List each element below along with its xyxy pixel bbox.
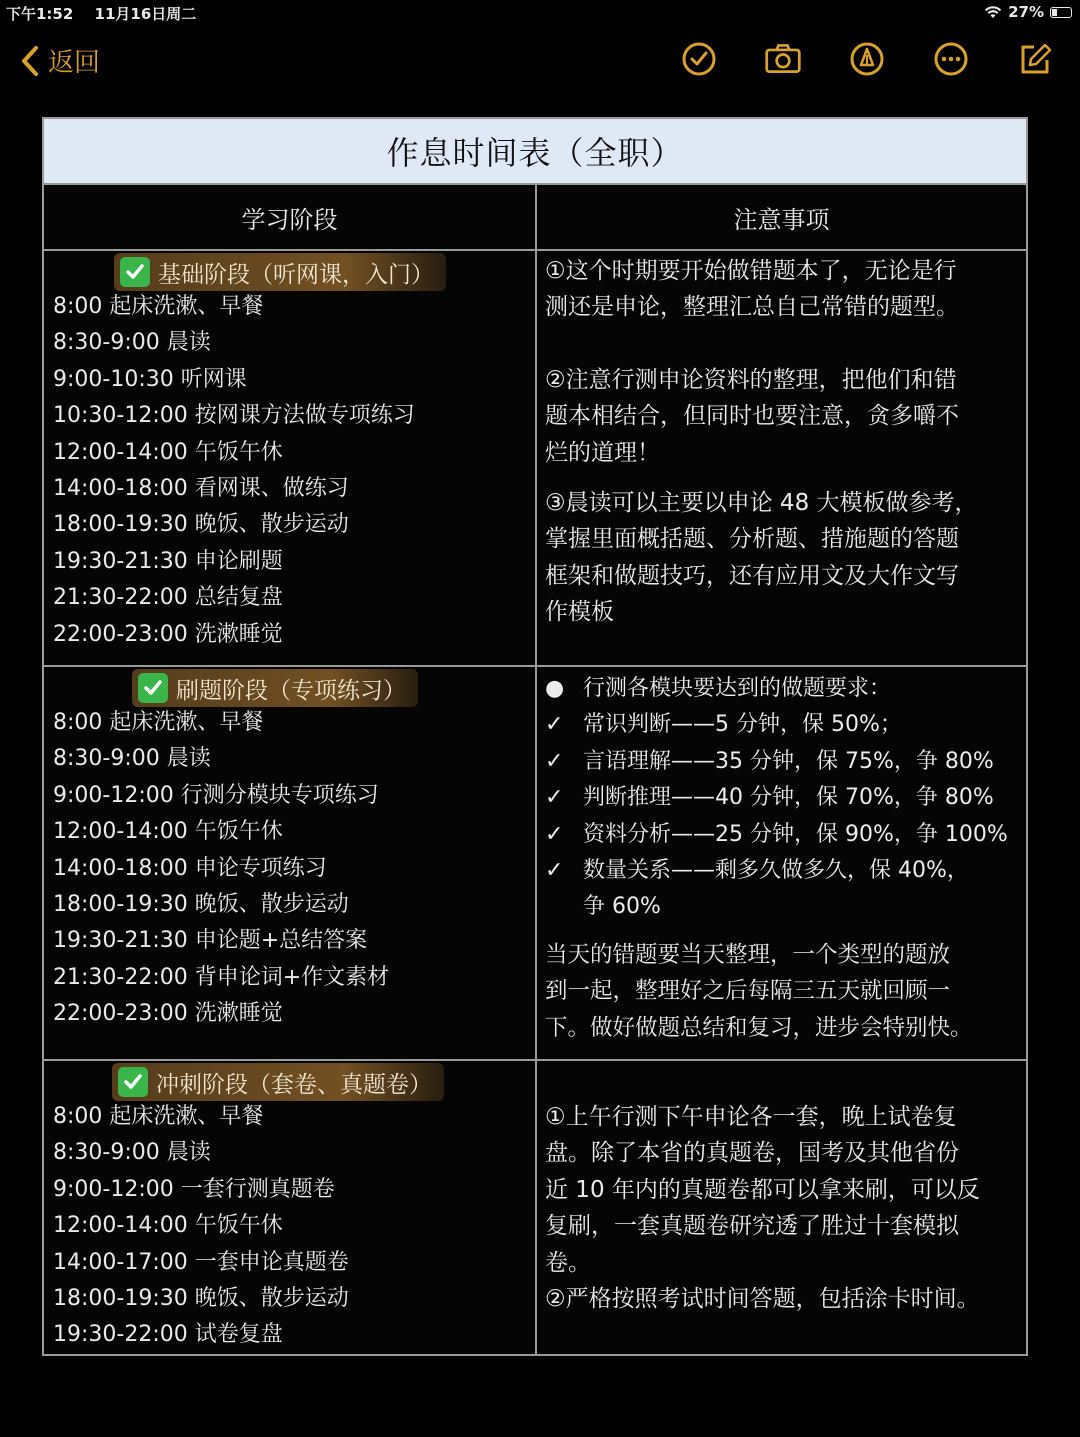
- note-line: ①上午行测下午申论各一套，晚上试卷复: [545, 1104, 957, 1130]
- status-date: 11月16日周二: [94, 5, 197, 23]
- schedule-item: 9:00-10:30 听网课: [53, 366, 247, 392]
- schedule-item: 18:00-19:30 晚饭、散步运动: [53, 892, 349, 918]
- schedule-item: 8:00 起床洗漱、早餐: [53, 1104, 264, 1129]
- stage1-notes-cell: [537, 251, 1026, 665]
- schedule-item: 14:00-17:00 一套申论真题卷: [53, 1249, 349, 1275]
- header-study-stage: 学习阶段: [44, 185, 537, 249]
- requirement-text: 常识判断——5 分钟，保 50%；: [583, 712, 902, 738]
- table-title: 作息时间表（全职）: [44, 119, 1026, 185]
- stage1-badge: [114, 253, 446, 291]
- check-icon: [138, 673, 168, 703]
- stage1-badge-label: 基础阶段（听网课，入门）: [158, 261, 434, 288]
- schedule-item: 8:00 起床洗漱、早餐: [53, 710, 264, 735]
- note-line: ③晨读可以主要以申论 48 大模板做参考，: [545, 490, 978, 517]
- schedule-item: 22:00-23:00 洗漱睡觉: [53, 621, 283, 647]
- stage1-schedule-list: [53, 289, 415, 653]
- note-line: 掌握里面概括题、分析题、措施题的答题: [545, 526, 959, 553]
- schedule-item: 8:30-9:00 晨读: [53, 1140, 211, 1166]
- schedule-item: 9:00-12:00 一套行测真题卷: [53, 1176, 335, 1202]
- check-icon: [120, 257, 150, 287]
- wifi-icon: [984, 5, 1002, 19]
- requirement-text: 判断推理——40 分钟，保 70%，争 80%: [583, 785, 994, 811]
- note-paragraph: [545, 253, 1018, 326]
- schedule-item: 8:30-9:00 晨读: [53, 746, 211, 772]
- checkmark-icon: ✓: [545, 712, 564, 738]
- note-line: ②严格按照考试时间答题，包括涂卡时间。: [545, 1286, 980, 1313]
- schedule-item: 10:30-12:00 按网课方法做专项练习: [53, 403, 415, 429]
- navigation-bar: [0, 30, 1080, 92]
- chevron-left-icon: [20, 45, 40, 77]
- stage3-badge-label: 冲刺阶段（套卷、真题卷）: [156, 1071, 432, 1098]
- schedule-item: 8:00 起床洗漱、早餐: [53, 294, 264, 319]
- list-item: [545, 707, 1008, 743]
- stage2-badge: [132, 669, 418, 707]
- note-line: 盘。除了本省的真题卷，国考及其他省份: [545, 1140, 959, 1167]
- status-time: 下午1:52: [6, 5, 74, 23]
- checkmark-icon: ✓: [545, 821, 564, 847]
- schedule-item: 19:30-22:00 试卷复盘: [53, 1322, 283, 1348]
- checkmark-icon: ✓: [545, 858, 564, 884]
- schedule-item: 18:00-19:30 晚饭、散步运动: [53, 1286, 349, 1312]
- table-row-stage3: [44, 1061, 1026, 1354]
- stage2-schedule-list: [53, 705, 389, 1033]
- requirements-heading: [545, 671, 1008, 707]
- note-line: 下。做好做题总结和复习，进步会特别快。: [545, 1014, 973, 1041]
- requirement-continuation: 争 60%: [583, 894, 661, 920]
- pen-icon[interactable]: [848, 40, 886, 78]
- back-label: 返回: [48, 48, 101, 78]
- list-item: [545, 744, 1008, 780]
- note-line: 框架和做题技巧，还有应用文及大作文写: [545, 562, 959, 589]
- checkmark-icon: ✓: [545, 748, 564, 774]
- toolbar: [680, 40, 1054, 78]
- table-header-row: [44, 185, 1026, 251]
- status-bar: [0, 0, 1080, 24]
- list-item: [545, 853, 1008, 889]
- stage3-badge: [112, 1063, 444, 1101]
- stage3-notes: [545, 1099, 1018, 1317]
- schedule-item: 14:00-18:00 申论专项练习: [53, 855, 327, 881]
- schedule-item: 19:30-21:30 申论题+总结答案: [53, 928, 368, 954]
- schedule-item: 8:30-9:00 晨读: [53, 330, 211, 356]
- back-button[interactable]: [20, 42, 100, 79]
- schedule-item: 12:00-14:00 午饭午休: [53, 439, 283, 465]
- stage2-notes-cell: [537, 667, 1026, 1059]
- stage3-schedule-list: [53, 1099, 349, 1354]
- stage2-badge-label: 刷题阶段（专项练习）: [176, 677, 406, 704]
- requirement-text: 资料分析——25 分钟，保 90%，争 100%: [583, 821, 1008, 847]
- list-item: [545, 817, 1008, 853]
- note-line: 测还是申论，整理汇总自己常错的题型。: [545, 294, 959, 321]
- schedule-item: 19:30-21:30 申论刷题: [53, 548, 283, 574]
- check-icon: [118, 1067, 148, 1097]
- stage3-schedule-cell: [44, 1061, 537, 1354]
- note-line: 烂的道理！: [545, 439, 660, 466]
- battery-percent: 27%: [1008, 3, 1044, 21]
- status-right: [984, 3, 1072, 21]
- schedule-item: 21:30-22:00 总结复盘: [53, 585, 283, 611]
- bullet-icon: ●: [545, 676, 565, 701]
- requirements-list: [545, 671, 1008, 926]
- note-line: ①这个时期要开始做错题本了，无论是行: [545, 258, 957, 284]
- requirement-text: 言语理解——35 分钟，保 75%，争 80%: [583, 748, 994, 774]
- note-line: 复刷，一套真题卷研究透了胜过十套模拟: [545, 1213, 959, 1240]
- more-icon[interactable]: [932, 40, 970, 78]
- note-line: 当天的错题要当天整理，一个类型的题放: [545, 942, 951, 968]
- list-item: [545, 780, 1008, 816]
- status-left: [6, 3, 212, 24]
- note-line: 卷。: [545, 1249, 591, 1276]
- schedule-item: 18:00-19:30 晚饭、散步运动: [53, 512, 349, 538]
- schedule-item: 22:00-23:00 洗漱睡觉: [53, 1001, 283, 1027]
- battery-icon: [1050, 7, 1072, 18]
- note-line: ②注意行测申论资料的整理，把他们和错: [545, 366, 957, 393]
- note-line: 作模板: [545, 599, 614, 626]
- schedule-item: 12:00-14:00 午饭午休: [53, 1213, 283, 1239]
- requirement-text: 数量关系——剩多久做多久，保 40%，: [583, 858, 969, 884]
- check-circle-icon[interactable]: [680, 40, 718, 78]
- stage1-schedule-cell: [44, 251, 537, 665]
- stage3-notes-cell: [537, 1061, 1026, 1354]
- stage2-schedule-cell: [44, 667, 537, 1059]
- note-paragraph: [545, 485, 1018, 631]
- schedule-table: [42, 117, 1028, 1356]
- schedule-item: 14:00-18:00 看网课、做练习: [53, 476, 349, 502]
- note-line: 到一起，整理好之后每隔三五天就回顾一: [545, 978, 951, 1005]
- schedule-item: 21:30-22:00 背申论词+作文素材: [53, 964, 390, 990]
- camera-icon[interactable]: [764, 40, 802, 78]
- note-line: 题本相结合，但同时也要注意，贪多嚼不: [545, 403, 959, 430]
- stage2-summary: [545, 937, 1018, 1046]
- schedule-item: 9:00-12:00 行测分模块专项练习: [53, 782, 379, 808]
- note-line: 近 10 年内的真题卷都可以拿来刷，可以反: [545, 1176, 980, 1203]
- checkmark-icon: ✓: [545, 785, 564, 811]
- header-notes: 注意事项: [733, 205, 830, 234]
- compose-icon[interactable]: [1016, 40, 1054, 78]
- requirements-heading-text: 行测各模块要达到的做题要求：: [583, 676, 892, 701]
- list-item: [545, 889, 1008, 925]
- table-row-stage1: [44, 251, 1026, 667]
- schedule-item: 12:00-14:00 午饭午休: [53, 819, 283, 845]
- note-paragraph: [545, 362, 1018, 471]
- stage1-notes: [545, 253, 1018, 631]
- table-row-stage2: [44, 667, 1026, 1061]
